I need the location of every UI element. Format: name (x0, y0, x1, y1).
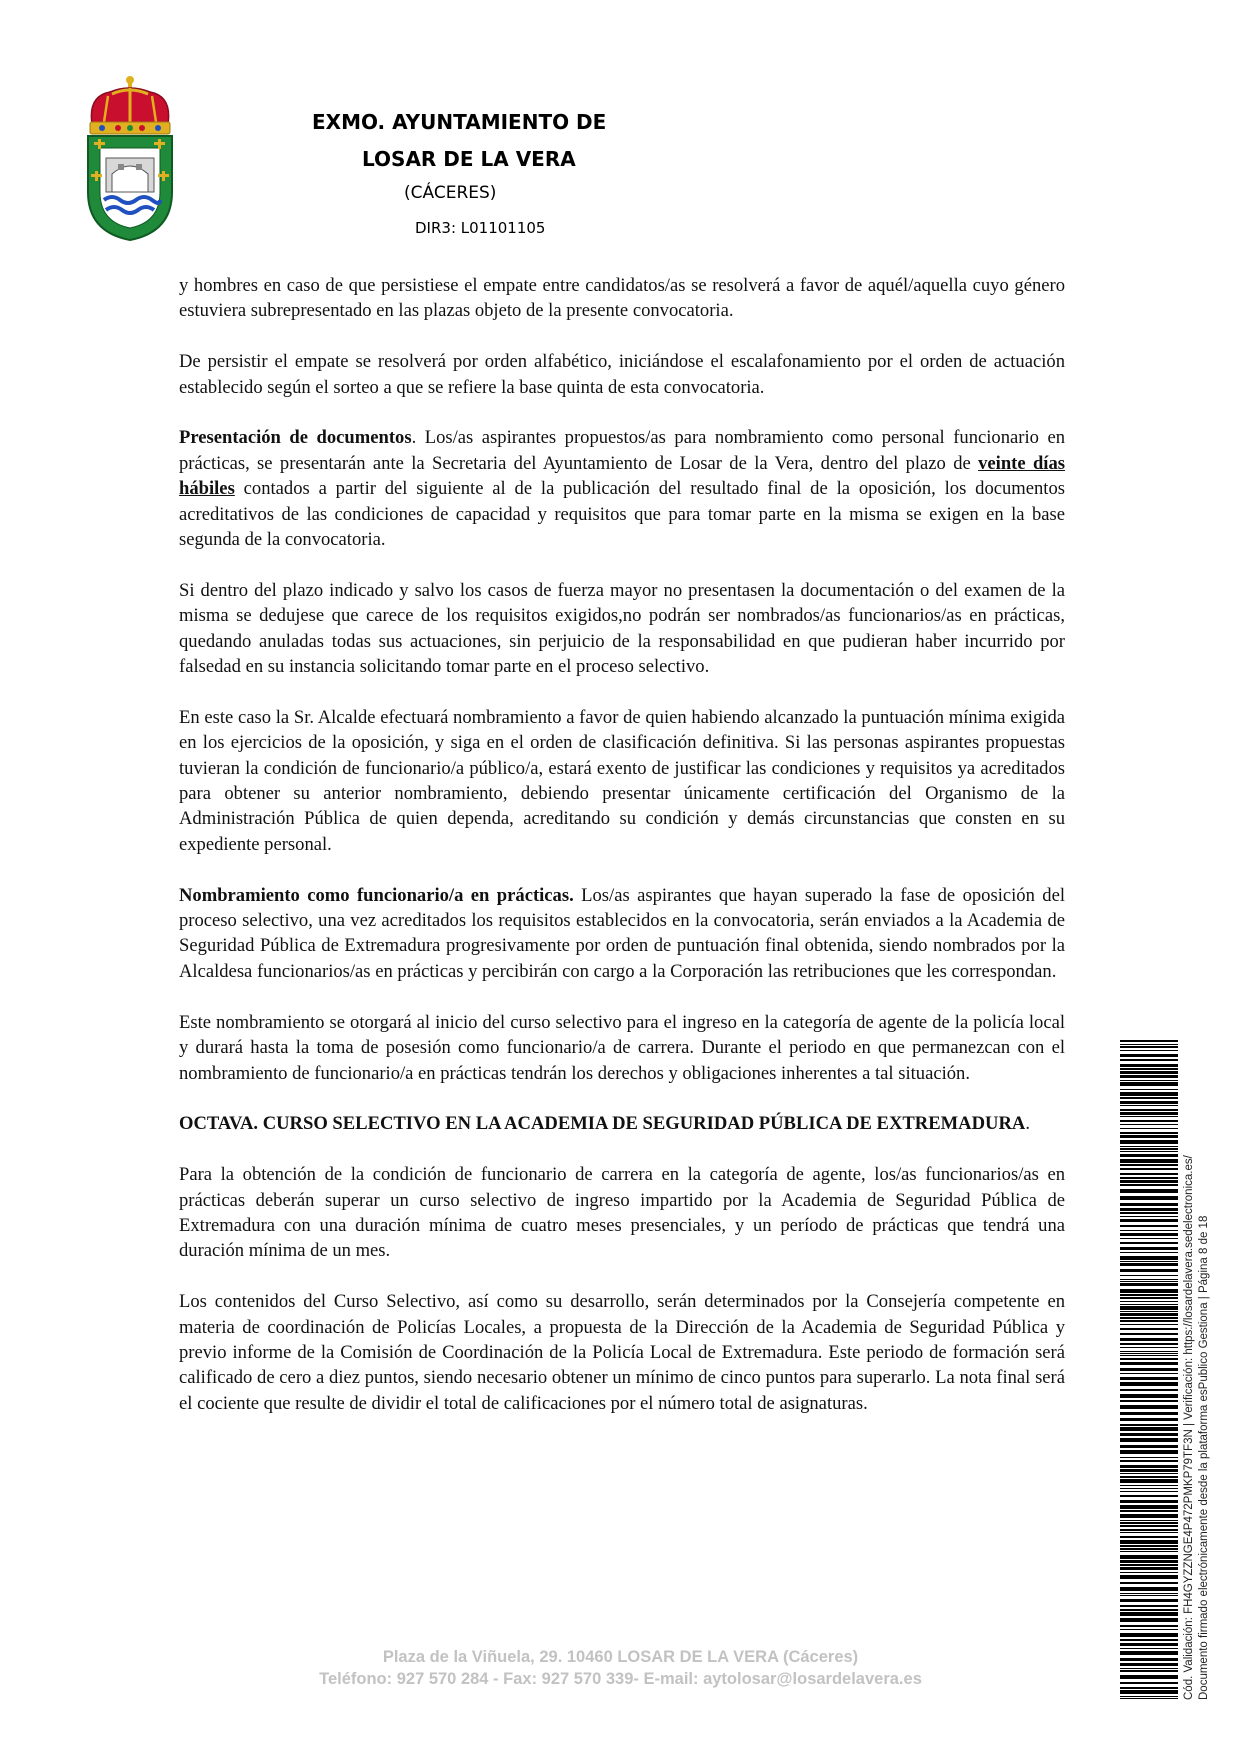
paragraph-empate-alfabetico: De persistir el empate se resolverá por orden alfabético, iniciándose el escalafonamiento por el orden de actuación establecido según el sorteo a que se refiere la base quinta de esta convocatoria. (179, 351, 1065, 398)
paragraph-nombramiento-practicas: Nombramiento como funcionario/a en prácticas. Los/as aspirantes que hayan superado la fase de oposición del proceso selectivo, una vez acreditados los requisitos establecidos en la convocatoria, serán enviados a la Academia de Seguridad Pública de Extremadura progresivamente por orden de puntuación final obtenida, siendo nombrados por la Alcaldesa funcionarios/as en prácticas y percibirán con cargo a la Corporación las retribuciones que les correspondan. (179, 884, 1065, 982)
header-title-line2: LOSAR DE LA VERA (362, 147, 576, 171)
header-dir3-code: DIR3: L01101105 (415, 219, 546, 237)
header-title-line1: EXMO. AYUNTAMIENTO DE (312, 110, 607, 134)
page-footer (0, 1646, 1241, 1690)
section-heading-presentacion: Presentación de documentos (179, 427, 412, 449)
paragraph-contenidos-curso: Los contenidos del Curso Selectivo, así como su desarrollo, serán determinados por la Consejería competente en materia de coordinación de Policías Locales, a propuesta de la Dirección de la Academia de Seguridad Pública y previo informe de la Comisión de Coordinación de la Policía Local de Extremadura. Este periodo de formación será calificado de cero a diez puntos, siendo necesario obtener un mínimo de cinco puntos para superarlo. La nota final será el cociente que resulte de dividir el total de calificaciones por el número total de asignaturas. (179, 1291, 1065, 1414)
deadline-highlight: veinte días hábiles (179, 452, 1065, 500)
validation-code-line: Cód. Validación: FH4GYZZNGE4P472PMKP79TF3N | Verificación: https://losardelavera.sedelectronica.es/ (1183, 1155, 1195, 1700)
validation-text (1182, 1040, 1212, 1700)
validation-sidebar (1120, 1040, 1220, 1700)
shield-icon (88, 136, 172, 240)
section-heading-nombramiento: Nombramiento como funcionario/a en prácticas. (179, 884, 574, 906)
crown-icon (90, 76, 170, 134)
paragraph-presentacion-documentos: Presentación de documentos. Los/as aspirantes propuestos/as para nombramiento como personal funcionario en prácticas, se presentarán ante la Secretaria del Ayuntamiento de Losar de la Vera, dentro del plazo de veinte días hábiles contados a partir del siguiente al de la publicación del resultado final de la oposición, los documentos acreditativos de las condiciones de capacidad y requisitos que para tomar parte en la misma se exigen en la base segunda de la convocatoria. (179, 427, 1065, 551)
municipal-coat-of-arms (82, 74, 178, 244)
document-body (179, 273, 1065, 1442)
paragraph-fuerza-mayor: Si dentro del plazo indicado y salvo los casos de fuerza mayor no presentasen la documentación o del examen de la misma se dedujese que carece de los requisitos exigidos,no podrán ser nombrados/as funcionarios/as en prácticas, quedando anuladas todas sus actuaciones, sin perjuicio de la responsabilidad en que pudieran haber incurrido por falsedad en su instancia solicitando tomar parte en el proceso selectivo. (179, 579, 1065, 678)
paragraph-curso-selectivo-inicio: Este nombramiento se otorgará al inicio del curso selectivo para el ingreso en la categoría de agente de la policía local y durará hasta la toma de posesión como funcionario/a de carrera. Durante el periodo en que permanezcan con el nombramiento de funcionario/a en prácticas tendrán los derechos y obligaciones inherentes a tal situación. (179, 1011, 1065, 1084)
barcode-icon (1120, 1040, 1178, 1700)
signature-platform-line: Documento firmado electrónicamente desde la plataforma esPublico Gestiona | Página 8 de 18 (1198, 1215, 1210, 1700)
header-province: (CÁCERES) (404, 183, 497, 203)
footer-address: Plaza de la Viñuela, 29. 10460 LOSAR DE LA VERA (Cáceres) (382, 1648, 859, 1666)
paragraph-alcalde-nombramiento: En este caso la Sr. Alcalde efectuará nombramiento a favor de quien habiendo alcanzado la puntuación mínima exigida en los ejercicios de la oposición, y siga en el orden de clasificación definitiva. Si las personas aspirantes propuestas tuvieran la condición de funcionario/a público/a, estará exento de justificar las condiciones y requisitos ya acreditados para obtener su anterior nombramiento, debiendo presentar únicamente certificación del Organismo de la Administración Pública de quien dependa, acreditando su condición y demás circunstancias que consten en su expediente personal. (179, 706, 1065, 855)
footer-contact: Teléfono: 927 570 284 - Fax: 927 570 339- E-mail: aytolosar@losardelavera.es (319, 1670, 922, 1688)
paragraph-empate-genero: y hombres en caso de que persistiese el empate entre candidatos/as se resolverá a favor de aquél/aquella cuyo género estuviera subrepresentado en las plazas objeto de la presente convocatoria. (179, 275, 1065, 322)
section-heading-octava: OCTAVA. CURSO SELECTIVO EN LA ACADEMIA DE SEGURIDAD PÚBLICA DE EXTREMADURA. (179, 1113, 1030, 1135)
paragraph-condicion-funcionario: Para la obtención de la condición de funcionario de carrera en la categoría de agente, los/as funcionarios/as en prácticas deberán superar un curso selectivo de ingreso impartido por la Academia de Seguridad Pública de Extremadura con una duración mínima de cuatro meses presenciales, y un período de prácticas que tendrá una duración mínima de un mes. (179, 1164, 1065, 1262)
